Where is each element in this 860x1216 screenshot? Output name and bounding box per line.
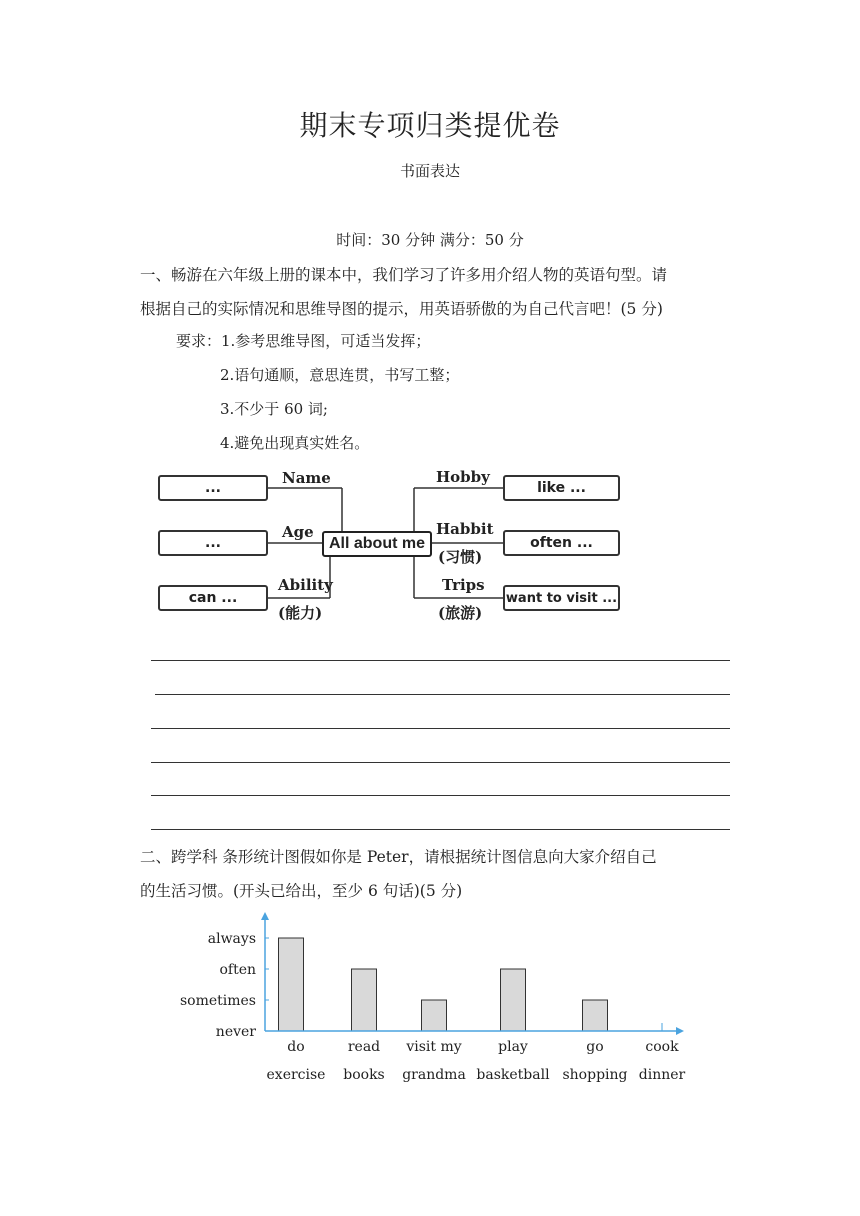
x-tick-label: books — [343, 1067, 385, 1083]
writing-line[interactable] — [151, 762, 730, 763]
mindmap-habbit-box: often ... — [503, 530, 620, 556]
mindmap-habbit-label: Habbit — [436, 520, 494, 538]
writing-line[interactable] — [155, 694, 730, 695]
mindmap-age-label: Age — [282, 523, 314, 541]
mindmap-hobby-box: like ... — [503, 475, 620, 501]
bar — [279, 938, 304, 1031]
mindmap-trips-sub: (旅游) — [438, 604, 483, 622]
y-tick-label: often — [219, 962, 256, 978]
x-tick-label: exercise — [266, 1067, 326, 1083]
requirement-3: 3.不少于 60 词; — [220, 400, 328, 418]
x-tick-label: read — [347, 1039, 381, 1055]
section1-line1: 一、畅游在六年级上册的课本中，我们学习了许多用介绍人物的英语句型。请 — [140, 266, 668, 284]
mindmap-trips-box: want to visit ... — [503, 585, 620, 611]
mindmap-ability-label: Ability — [278, 576, 333, 594]
x-tick-label: grandma — [402, 1067, 466, 1083]
writing-line[interactable] — [151, 728, 730, 729]
x-tick-label: shopping — [562, 1067, 628, 1083]
y-tick-label: always — [207, 931, 256, 947]
x-tick-label: do — [287, 1039, 305, 1055]
writing-line[interactable] — [151, 660, 730, 661]
x-tick-label: visit my — [406, 1039, 462, 1055]
section1-instructions — [140, 258, 740, 326]
time-info: 时间：30 分钟 满分：50 分 — [336, 231, 524, 249]
mindmap-age-box: ... — [158, 530, 268, 556]
requirement-4: 4.避免出现真实姓名。 — [220, 434, 370, 452]
requirement-2: 2.语句通顺，意思连贯，书写工整； — [220, 366, 460, 384]
mindmap-habbit-sub: (习惯) — [438, 548, 483, 566]
bar — [352, 969, 377, 1031]
x-tick-label: go — [586, 1039, 604, 1055]
writing-line[interactable] — [151, 795, 730, 796]
x-axis-arrow — [676, 1027, 684, 1035]
requirement-1: 要求：1.参考思维导图，可适当发挥； — [176, 332, 431, 350]
x-tick-label: basketball — [476, 1067, 550, 1083]
mindmap-ability-sub: (能力) — [278, 604, 323, 622]
section2-line2: 的生活习惯。(开头已给出，至少 6 句话)(5 分) — [140, 882, 463, 900]
y-tick-label: sometimes — [179, 993, 256, 1009]
x-tick-label: dinner — [638, 1067, 686, 1083]
x-tick-label: play — [498, 1039, 528, 1055]
bar — [422, 1000, 447, 1031]
writing-line[interactable] — [151, 829, 730, 830]
y-tick-label: never — [215, 1024, 256, 1040]
mindmap-center: All about me — [322, 531, 432, 557]
y-axis-arrow — [261, 912, 269, 920]
section2-line1: 二、跨学科 条形统计图假如你是 Peter，请根据统计图信息向大家介绍自己 — [140, 848, 657, 866]
mindmap-trips-label: Trips — [442, 576, 485, 594]
mindmap-ability-box: can ... — [158, 585, 268, 611]
page-subtitle: 书面表达 — [399, 162, 460, 180]
mindmap-name-label: Name — [282, 469, 331, 487]
bar — [501, 969, 526, 1031]
page-title: 期末专项归类提优卷 — [299, 109, 561, 142]
mindmap-hobby-label: Hobby — [436, 468, 490, 486]
habit-bar-chart — [0, 900, 860, 1100]
section1-line2: 根据自己的实际情况和思维导图的提示，用英语骄傲的为自己代言吧！(5 分) — [140, 300, 663, 318]
section2-instructions — [140, 840, 740, 908]
x-tick-label: cook — [645, 1039, 679, 1055]
bar — [583, 1000, 608, 1031]
mindmap-name-box: ... — [158, 475, 268, 501]
